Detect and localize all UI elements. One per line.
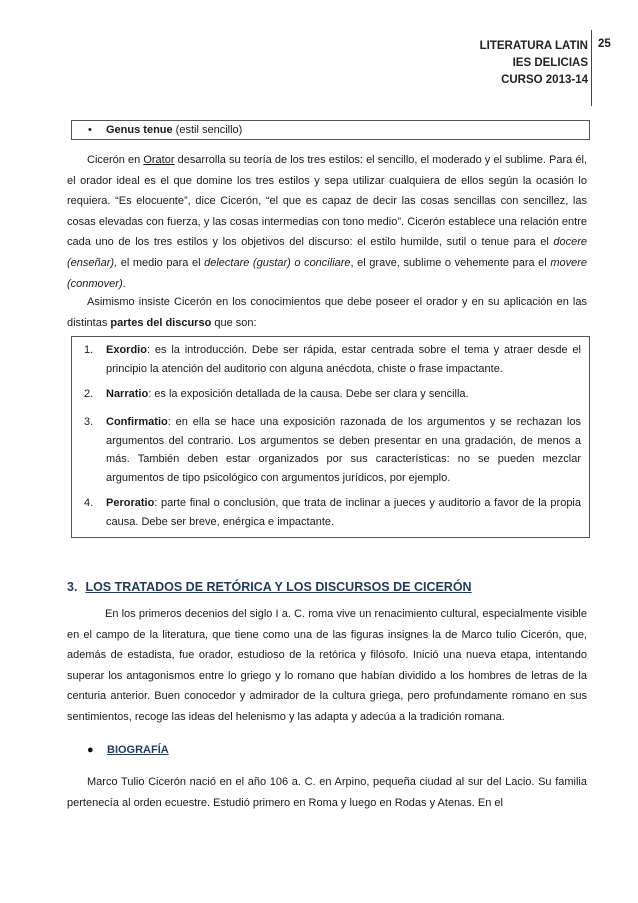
header-school: IES DELICIAS <box>512 57 588 69</box>
text: Asimismo insiste Cicerón en los conocimientos que debe poseer el orador y en su aplicación en las distintas <box>67 296 587 329</box>
header-subject: LITERATURA LATIN <box>479 40 588 52</box>
list-number: 4. <box>84 497 94 509</box>
list-item <box>84 413 581 487</box>
list-term: Confirmatio <box>106 416 168 428</box>
list-item <box>84 341 581 378</box>
docere-term: docere (enseñar), <box>67 236 587 269</box>
paragraph-partes <box>67 292 587 333</box>
list-item <box>84 385 581 404</box>
section-title: LOS TRATADOS DE RETÓRICA Y LOS DISCURSOS DE CICERÓN <box>85 580 472 594</box>
biografia-title: BIOGRAFÍA <box>107 744 169 756</box>
list-item <box>84 494 581 531</box>
partes-discurso-box <box>71 336 590 538</box>
bullet-icon: ● <box>87 744 94 756</box>
section-number: 3. <box>67 580 78 594</box>
page-header <box>480 38 588 89</box>
orator-title: Orator <box>143 154 175 166</box>
paragraph-estilos <box>67 150 587 294</box>
paragraph-contexto: En los primeros decenios del siglo I a. C. roma vive un renacimiento cultural, especialmente visible en el campo de la literatura, que tiene como una de las figuras insignes la de Marco tulio Cicerón, que, además de estadista, fue orador, estudioso de la retórica y filósofo. Inició una nueva etapa, intentando superar los antagonismos entre lo griego y lo romano que habían dividido a los hombres de letras de la centuria anterior. Buen conocedor y admirador de la cultura griega, pero profundamente romano en sus sentimientos, recoge las ideas del helenismo y las adapta y adecúa a la tradición romana. <box>67 608 587 723</box>
text: . <box>122 277 126 290</box>
list-text: : parte final o conclusión, que trata de inclinar a jueces y auditorio a favor de la propia causa. Debe ser breve, enérgica e impactante. <box>106 497 581 528</box>
text: Cicerón en <box>87 154 144 166</box>
bullet-icon: • <box>88 124 92 136</box>
genus-term: Genus tenue <box>106 124 173 136</box>
movere-term: movere (conmover) <box>67 256 587 290</box>
section-heading <box>67 580 472 594</box>
text: , el grave, sublime o vehemente para el <box>350 256 551 269</box>
text: desarrolla su teoría de los tres estilos: el sencillo, el moderado y el sublime. Para él, el orador ideal es el que domine los tres estilos y sepa utilizar cualquiera de ellos según la ocasión lo requiera. “Es elocuente”, dice Cicerón, “el que es capaz de decir las cosas sencillas con sencillez, las cosas elevadas con fuerza, y las cosas intermedias con tono medio”. Cicerón establece una relación entre cada uno de los tres estilos y los objetivos del discurso: el estilo humilde, sutil o tenue para el <box>67 154 587 249</box>
delectare-term: delectare (gustar) o conciliare <box>204 256 351 269</box>
list-text: : es la introducción. Debe ser rápida, estar centrada sobre el tema y atraer desde el principio la atención del auditorio con alguna anécdota, chiste o frase impactante. <box>106 344 581 375</box>
list-text: : en ella se hace una exposición razonada de los argumentos y se rechazan los argumentos del contrario. Los argumentos se deben presentar en una gradación, de menos a más. También deben estar organizados por sus características: no se pueden mezclar argumentos de tipo psicológico con argumentos jurídicos, por ejemplo. <box>106 416 581 484</box>
text: el medio para el <box>117 256 205 269</box>
biografia-heading <box>87 744 169 756</box>
header-divider <box>591 30 592 106</box>
genus-description: (estil sencillo) <box>172 124 243 136</box>
partes-term: partes del discurso <box>110 316 212 329</box>
list-number: 2. <box>84 388 94 400</box>
list-term: Narratio <box>106 388 149 400</box>
genus-tenue-box <box>71 120 590 140</box>
list-term: Peroratio <box>106 497 155 509</box>
text: que son: <box>211 316 257 329</box>
page-number: 25 <box>598 38 611 50</box>
list-term: Exordio <box>106 344 147 356</box>
list-number: 1. <box>84 344 94 356</box>
header-course: CURSO 2013-14 <box>501 74 588 86</box>
paragraph-biografia: Marco Tulio Cicerón nació en el año 106 a. C. en Arpino, pequeña ciudad al sur del Lacio. Su familia pertenecía al orden ecuestre. Estudió primero en Roma y luego en Rodas y Atenas. En el <box>67 776 587 809</box>
list-text: : es la exposición detallada de la causa. Debe ser clara y sencilla. <box>148 388 469 400</box>
list-number: 3. <box>84 416 94 428</box>
